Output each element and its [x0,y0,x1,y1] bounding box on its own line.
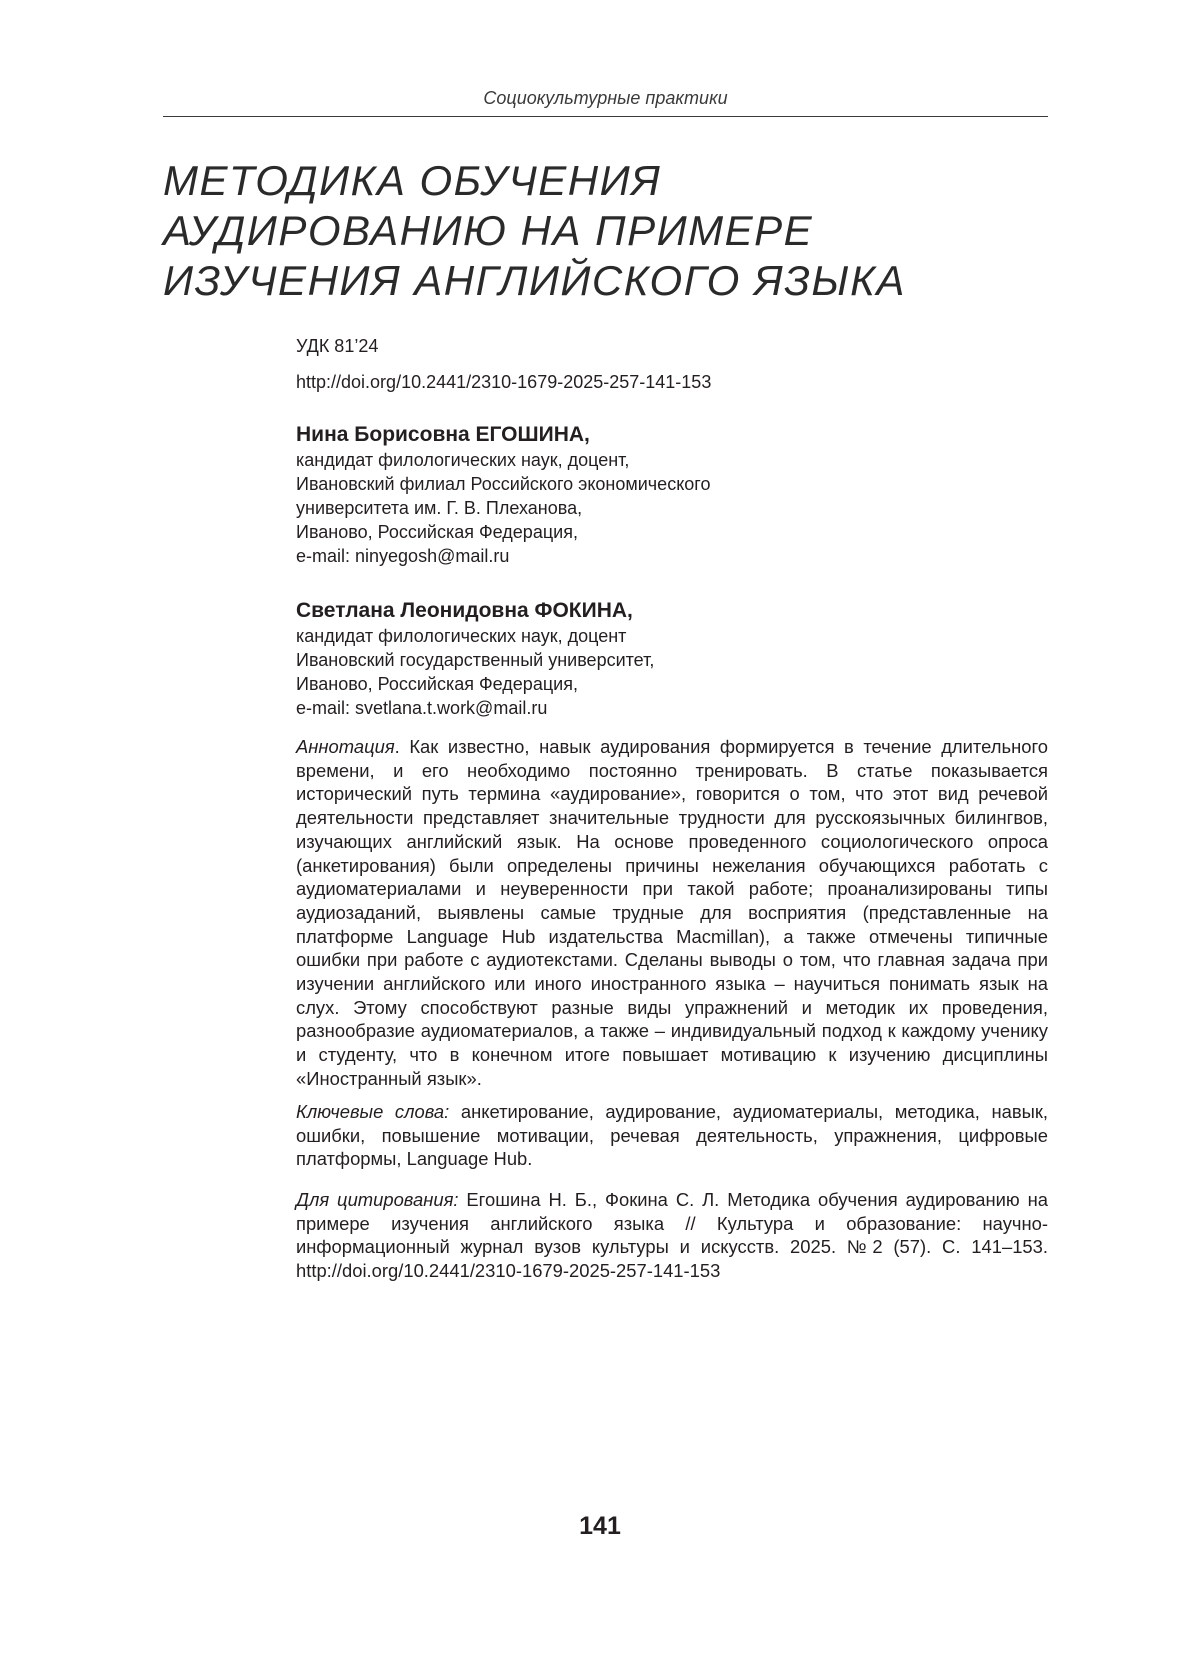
header-rule [163,116,1048,117]
author-1-name: Нина Борисовна ЕГОШИНА, [296,423,590,446]
author-2-email[interactable]: e-mail: svetlana.t.work@mail.ru [296,698,548,718]
author-1-affiliation-cont: университета им. Г. В. Плеханова, [296,498,583,518]
author-2-degree: кандидат филологических наук, доцент [296,626,627,646]
keywords-text: анкетирование, аудирование, аудиоматериалы, методика, навык, ошибки, повышение мотивации, речевая деятельность, упражнения, цифровые платформы, Language Hub. [296,1101,1048,1170]
title-line-1: МЕТОДИКА ОБУЧЕНИЯ [163,157,662,204]
author-1 [296,422,1056,568]
author-1-email[interactable]: e-mail: ninyegosh@mail.ru [296,546,510,566]
citation-text: Егошина Н. Б., Фокина С. Л. Методика обучения аудированию на примере изучения английского языка // Культура и образование: научно-информационный журнал вузов культуры и искусств. 2025. №2 (57). С. 141–153. http://doi.org/10.2441/2310-1679-2025-257-141-153 [296,1189,1048,1282]
abstract-text: . Как известно, навык аудирования формируется в течение длительного времени, и его необходимо постоянно тренировать. В статье показывается исторический путь термина «аудирование», говорится о том, что этот вид речевой деятельности представляет значительные трудности для русскоязычных билингвов, изучающих английский язык. На основе проведенного социологического опроса (анкетирования) были определены причины нежелания обучающихся работать с аудиоматериалами и неуверенности при такой работе; проанализированы типы аудиозаданий, выявлены самые трудные для восприятия (представленные на платформе Language Hub издательства Macmillan), а также отмечены типичные ошибки при работе с аудиотекстами. Сделаны выводы о том, что главная задача при изучении английского или иного иностранного языка – научиться понимать язык на слух. Этому способствуют разные виды упражнений и методик их проведения, разнообразие аудиоматериалов, а также – индивидуальный подход к каждому ученику и студенту, что в конечном итоге повышает мотивацию к изучению дисциплины «Иностранный язык». [296,736,1048,1089]
author-2-location: Иваново, Российская Федерация, [296,674,578,694]
udc-code: УДК 81’24 [296,336,379,356]
author-2-affiliation: Ивановский государственный университет, [296,650,655,670]
keywords [296,1100,1048,1171]
title-line-2: АУДИРОВАНИЮ НА ПРИМЕРЕ [163,207,814,254]
page-number: 141 [579,1512,621,1540]
running-head: Социокультурные практики [483,88,728,108]
doi-link[interactable]: http://doi.org/10.2441/2310-1679-2025-257-141-153 [296,372,712,392]
author-2 [296,598,1056,720]
keywords-label: Ключевые слова: [296,1101,450,1122]
abstract [296,735,1048,1091]
author-2-name: Светлана Леонидовна ФОКИНА, [296,599,633,622]
title-line-3: ИЗУЧЕНИЯ АНГЛИЙСКОГО ЯЗЫКА [163,257,906,304]
abstract-label: Аннотация [296,736,395,757]
citation-label: Для цитирования: [296,1189,459,1210]
article-title [163,156,1063,306]
author-1-degree: кандидат филологических наук, доцент, [296,450,630,470]
author-1-affiliation: Ивановский филиал Российского экономического [296,474,711,494]
author-1-location: Иваново, Российская Федерация, [296,522,578,542]
citation [296,1188,1048,1283]
